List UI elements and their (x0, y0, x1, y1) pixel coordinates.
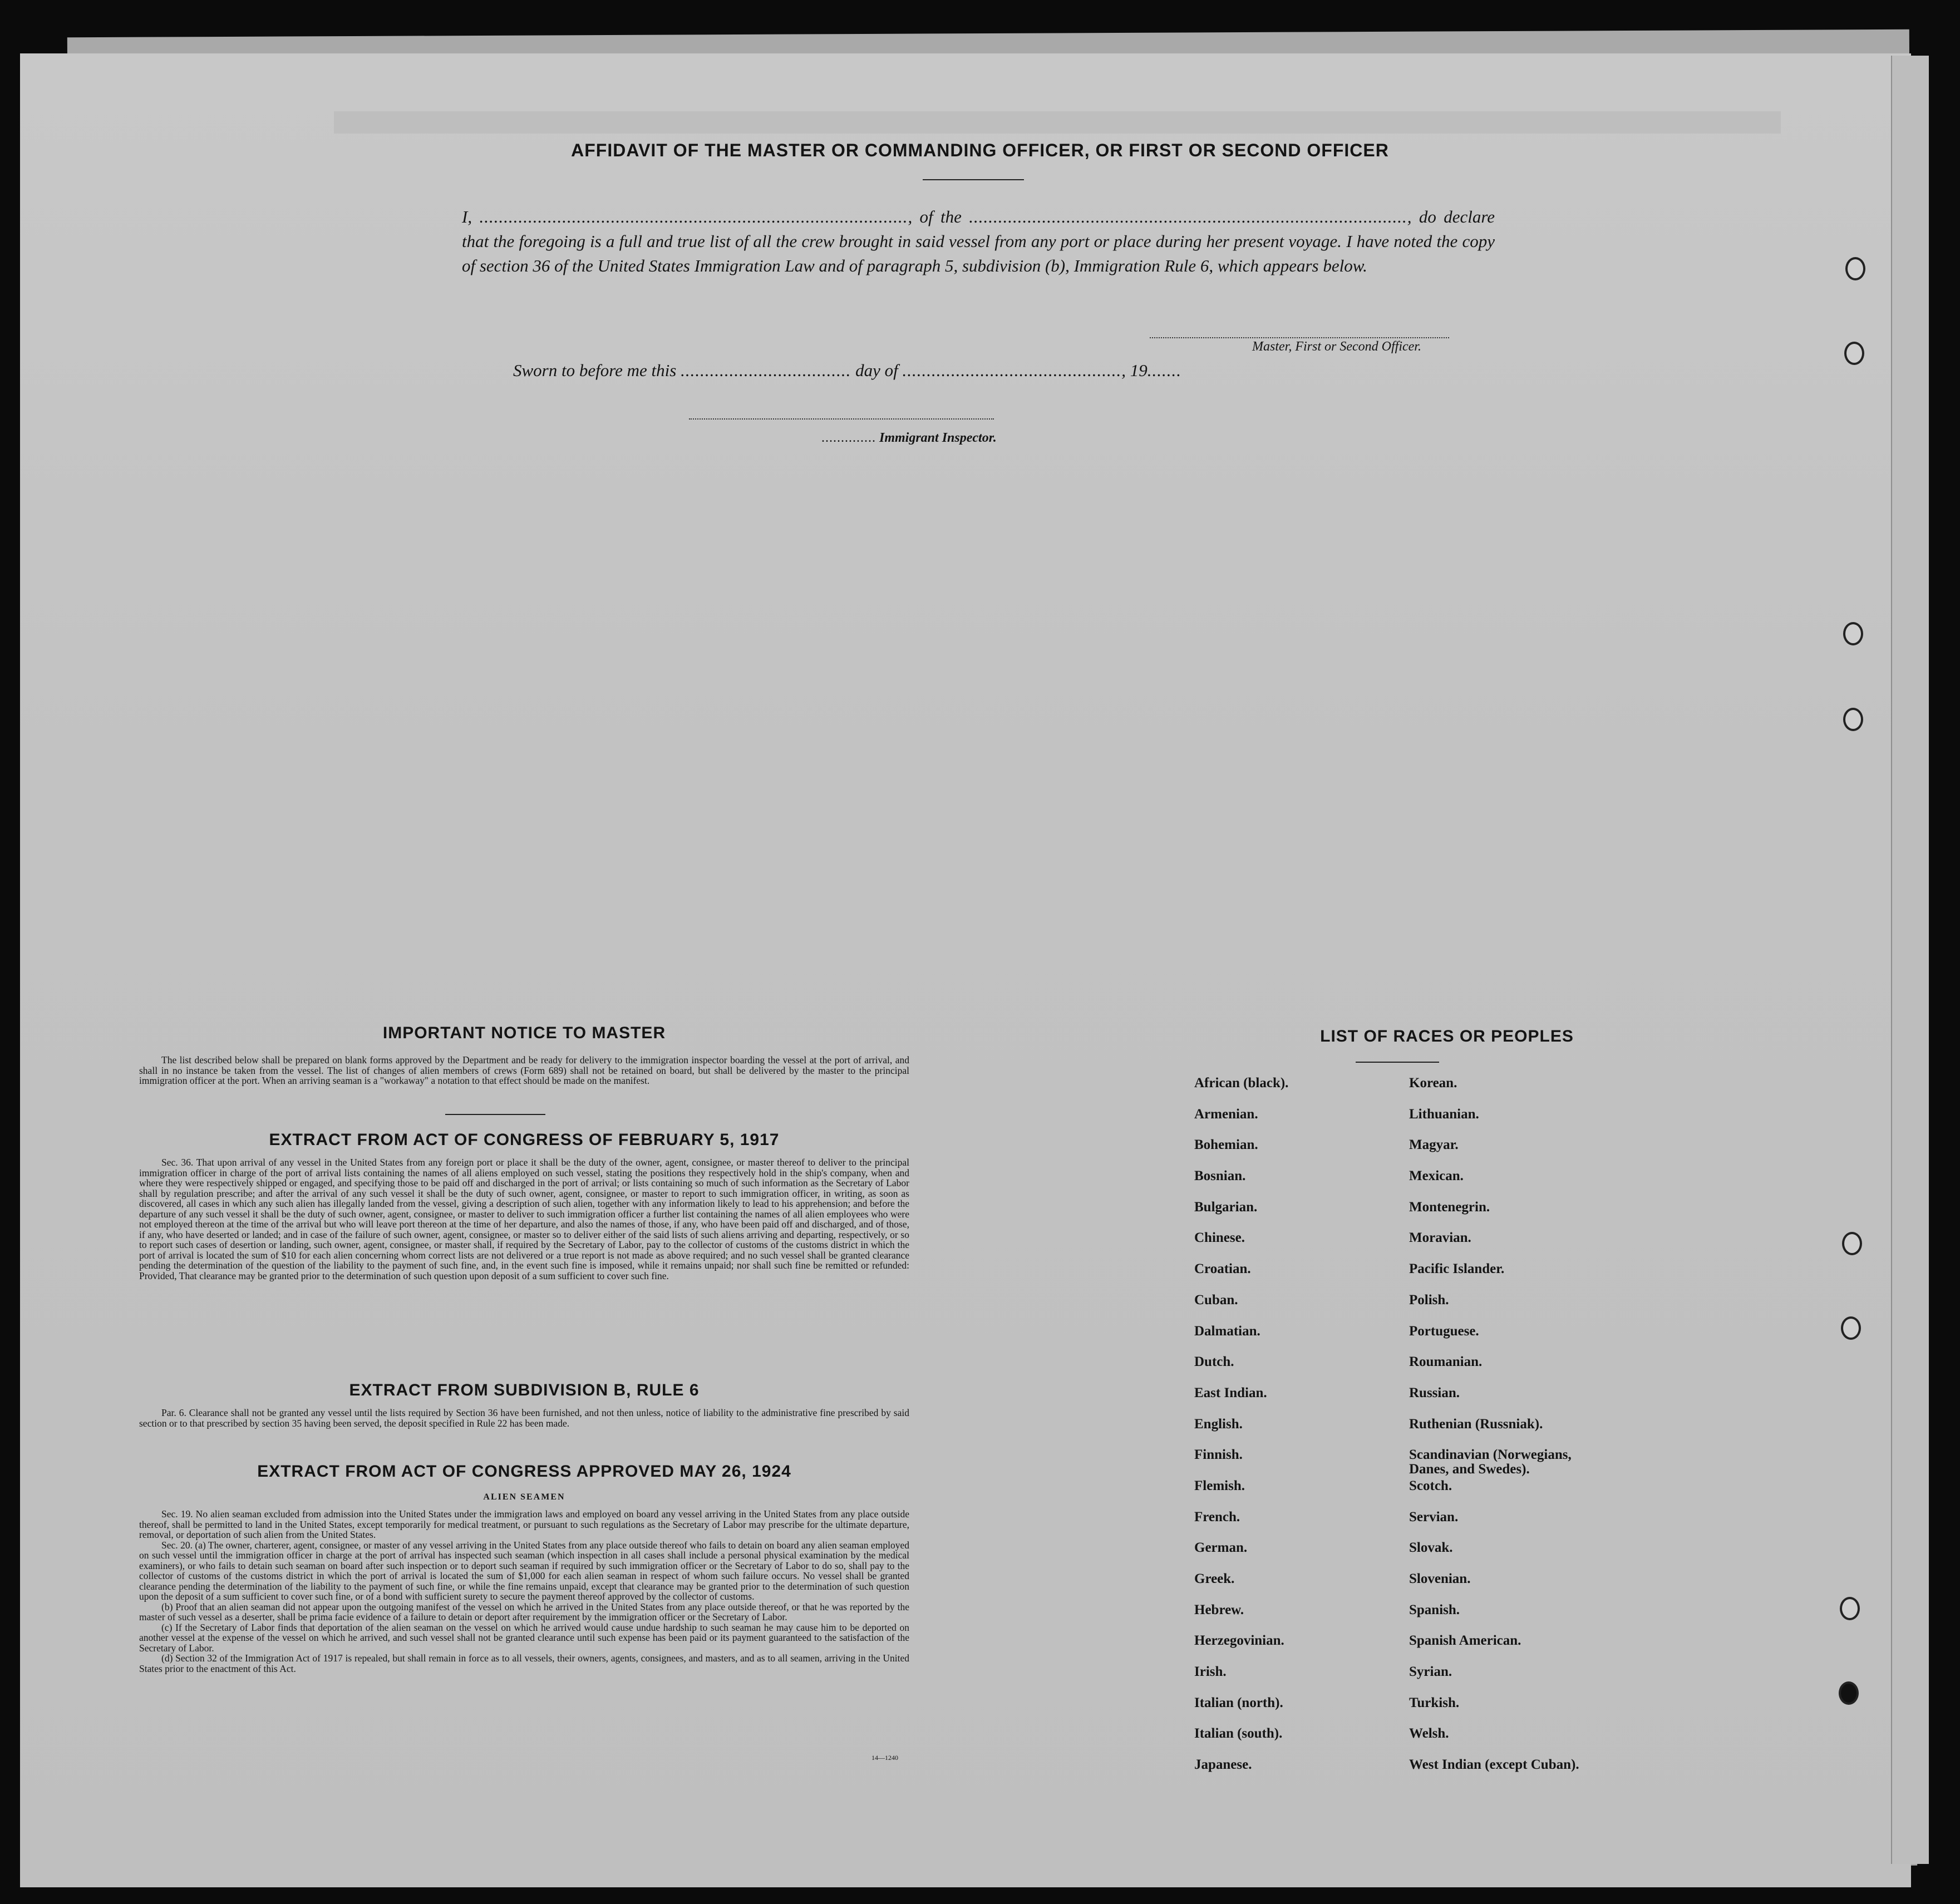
sworn-text: Sworn to before me this (513, 361, 681, 380)
master-signature-line[interactable] (1150, 337, 1449, 338)
race-item: French. (1194, 1509, 1240, 1525)
race-item: Mexican. (1409, 1168, 1464, 1184)
races-rule (1356, 1062, 1439, 1063)
sworn-year-blank[interactable]: ....... (1147, 361, 1181, 380)
form-number: 14—1240 (871, 1754, 898, 1762)
races-column-2 (1409, 1076, 1579, 1789)
race-item: Scandinavian (Norwegians, Danes, and Swedes). (1409, 1447, 1572, 1477)
race-item: Montenegrin. (1409, 1199, 1490, 1215)
affidavit-body-text: that the foregoing is a full and true list of all the crew brought in said vessel from any port or place during her present voyage. I have noted the copy of section 36 of the United States Immigration Law and of paragraph 5, subdivision (b), Immigration Rule 6, which appears below. (462, 231, 1495, 275)
race-item: German. (1194, 1540, 1248, 1556)
race-item: Russian. (1409, 1385, 1460, 1400)
race-item: Herzegovinian. (1194, 1633, 1284, 1649)
race-item: Magyar. (1409, 1137, 1459, 1153)
race-item: Dalmatian. (1194, 1323, 1260, 1339)
sec-20a-paragraph: Sec. 20. (a) The owner, charterer, agent, consignee, or master of any vessel arriving in the United States from any place outside thereof who fails to detain on board any alien seaman employed on such vessel until the immigration officer in charge at the port of arrival has inspected such seaman (which inspection in all cases shall include a personal physical examination by the medical examiners), or who fails to detain such seaman on board after such inspection or to deport such seaman if required by such immigration officer or the Secretary of Labor to do so, shall pay to the collector of customs of the customs district in which the port of arrival is located the sum of $1,000 for each alien seaman in respect of whom such failure occurs. No vessel shall be granted clearance pending the determination of the liability to the payment of such fine, or while the fine remains unpaid, except that clearance may be granted prior to the determination of such question upon the deposit of a sum sufficient to cover such fine, or of a bond with sufficient surety to secure the payment thereof approved by the collector of customs. (139, 1539, 909, 1602)
race-item: Irish. (1194, 1664, 1227, 1680)
vessel-name-blank[interactable]: .......................................................................................... (969, 207, 1407, 226)
races-column-1 (1194, 1076, 1288, 1789)
race-item: Italian (north). (1194, 1695, 1283, 1710)
sec-20d-paragraph: (d) Section 32 of the Immigration Act of 1917 is repealed, but shall remain in force as to all vessels, their owners, agents, consignees, and masters, and as to all seamen, arriving in the United States prior to the enactment of this Act. (139, 1653, 909, 1674)
race-item: Slovenian. (1409, 1571, 1471, 1586)
extract-1917-title: EXTRACT FROM ACT OF CONGRESS OF FEBRUARY 5, 1917 (269, 1131, 780, 1149)
alien-seamen-subtitle: ALIEN SEAMEN (483, 1492, 565, 1502)
sec-20c-paragraph: (c) If the Secretary of Labor finds that deportation of the alien seaman on the vessel on which he arrived would cause undue hardship to such seaman he may cause him to be deported on another vessel at the expense of the vessel on which he arrived, and such vessel shall not be granted clearance until such expense has been paid or its payment guaranteed to the satisfaction of the Secretary of Labor. (139, 1621, 909, 1654)
affidavit-text (462, 205, 1495, 278)
race-item: Servian. (1409, 1509, 1459, 1525)
inspector-label-text: Immigrant Inspector. (879, 431, 997, 445)
race-item: Finnish. (1194, 1447, 1243, 1463)
extract-1924-title: EXTRACT FROM ACT OF CONGRESS APPROVED MAY 26, 1924 (257, 1462, 791, 1481)
race-item: English. (1194, 1416, 1243, 1432)
race-item: Italian (south). (1194, 1726, 1283, 1742)
affidavit-declare: , do declare (1407, 207, 1495, 226)
race-item: Armenian. (1194, 1106, 1258, 1122)
race-item: West Indian (except Cuban). (1409, 1757, 1579, 1773)
race-item: Korean. (1409, 1076, 1457, 1091)
race-item: Pacific Islander. (1409, 1261, 1505, 1277)
affidavit-title: AFFIDAVIT OF THE MASTER OR COMMANDING OFFICER, OR FIRST OR SECOND OFFICER (571, 140, 1389, 160)
binder-hole (1843, 622, 1863, 645)
extract-1917-text (139, 1157, 909, 1281)
race-item: Spanish. (1409, 1602, 1460, 1617)
affidavit-of-the: , of the (908, 207, 969, 226)
race-item: Chinese. (1194, 1230, 1245, 1246)
sworn-statement (513, 361, 1181, 381)
race-item: Lithuanian. (1409, 1106, 1479, 1122)
title-rule (923, 179, 1024, 180)
race-item: Hebrew. (1194, 1602, 1244, 1617)
race-item: Portuguese. (1409, 1323, 1479, 1339)
binder-hole (1839, 1681, 1859, 1705)
bleed-through-shadow (334, 111, 1781, 134)
race-item: Slovak. (1409, 1540, 1453, 1556)
race-item: Roumanian. (1409, 1354, 1483, 1370)
section-rule (445, 1114, 545, 1115)
binder-hole (1840, 1597, 1860, 1620)
inspector-prefix-blank: .............. (821, 431, 876, 445)
year-prefix-text: , 19 (1121, 361, 1148, 380)
notice-title: IMPORTANT NOTICE TO MASTER (382, 1024, 666, 1042)
notice-paragraph: The list described below shall be prepared on blank forms approved by the Department and be ready for delivery to the immigration inspector boarding the vessel at the port of arrival, and shall in no instance be taken from the vessel. The list of changes of alien members of crews (Form 689) shall not be retained on board, but shall be delivered by the master to the principal immigration officer at the port. When an arriving seaman is a "workaway" a notation to that effect should be made on the manifest. (139, 1054, 909, 1086)
race-item: Scotch. (1409, 1478, 1452, 1493)
race-item: Cuban. (1194, 1292, 1238, 1308)
page-edge-strip (1891, 56, 1929, 1864)
race-item: Moravian. (1409, 1230, 1471, 1246)
master-name-blank[interactable]: ........................................................................................ (479, 207, 908, 226)
race-item: Bohemian. (1194, 1137, 1258, 1153)
binder-hole (1842, 1232, 1862, 1255)
race-item: Croatian. (1194, 1261, 1251, 1277)
par-6-paragraph: Par. 6. Clearance shall not be granted any vessel until the lists required by Section 36 have been furnished, and not then unless, notice of liability to the administrative fine prescribed by said section or to that prescribed by section 35 having been served, the deposit specified in Rule 22 has been made. (139, 1407, 909, 1429)
inspector-signature-line[interactable] (689, 418, 994, 420)
race-item: Flemish. (1194, 1478, 1245, 1493)
section-36-paragraph: Sec. 36. That upon arrival of any vessel in the United States from any foreign port or place it shall be the duty of the owner, agent, consignee, or master thereof to deliver to the principal immigration officer in charge of the port of arrival lists containing the names of all aliens employed on such vessel, stating the positions they respectively hold in the ship's company, when and where they were respectively shipped or engaged, and specifying those to be paid off and discharged in the port of arrival; or lists containing so much of such information as the Secretary of Labor shall by regulation prescribe; and after the arrival of any such vessel it shall be the duty of such owner, agent, consignee, or master to report to such immigration officer, in writing, as soon as discovered, all cases in which any such alien has illegally landed from the vessel, giving a description of such alien, together with any information likely to lead to his apprehension; and before the departure of any such vessel it shall be the duty of such owner, agent, consignee, or master to deliver to such immigration officer a further list containing the names of all alien employees who were not employed thereon at the time of the arrival but who will leave port thereon at the time of her departure, and also the names of those, if any, who have been paid off and discharged, and of those, if any, who have deserted or landed; and in case of the failure of such owner, agent, consignee, or master so to deliver either of the said lists of such aliens arriving and departing, respectively, or so to report such cases of desertion or landing, such owner, agent, consignee, or master shall, if required by the Secretary of Labor, pay to the collector of customs of the customs district in which the port of arrival is located the sum of $10 for each alien concerning whom correct lists are not delivered or a true report is not made as above required; and no such vessel shall be granted clearance pending the determination of the question of the liability to the payment of such fine, and, in the event such fine is imposed, while it remains unpaid; nor shall such fine be remitted or refunded: Provided, That clearance may be granted prior to the determination of such question upon deposit of a sum sufficient to cover such fine. (139, 1157, 909, 1281)
race-item: Japanese. (1194, 1757, 1252, 1773)
extract-1924-text (139, 1509, 909, 1674)
race-item: Welsh. (1409, 1726, 1449, 1742)
race-item: Polish. (1409, 1292, 1449, 1308)
race-item: Bosnian. (1194, 1168, 1246, 1184)
day-of-text: day of (851, 361, 903, 380)
sec-19-paragraph: Sec. 19. No alien seaman excluded from admission into the United States under the immigration laws and employed on board any vessel arriving in the United States from any place outside thereof, shall be permitted to land in the United States, except temporarily for medical treatment, or pursuant to such regulations as the Secretary of Labor may prescribe for the ultimate departure, removal, or deportation of such alien from the United States. (139, 1508, 909, 1540)
race-item: Dutch. (1194, 1354, 1234, 1370)
affidavit-i: I, (462, 207, 480, 226)
binder-hole (1841, 1316, 1861, 1340)
sworn-day-blank[interactable]: ................................... (681, 361, 851, 380)
sworn-month-blank[interactable]: ............................................. (902, 361, 1122, 380)
extract-rule6-title: EXTRACT FROM SUBDIVISION B, RULE 6 (349, 1381, 700, 1399)
extract-rule6-text (139, 1408, 909, 1428)
race-item: Turkish. (1409, 1695, 1460, 1710)
races-title: LIST OF RACES OR PEOPLES (1320, 1027, 1574, 1045)
race-item: East Indian. (1194, 1385, 1267, 1400)
master-signature-label: Master, First or Second Officer. (1252, 339, 1421, 354)
binder-hole (1844, 342, 1864, 365)
notice-text (139, 1055, 909, 1086)
race-item: Spanish American. (1409, 1633, 1521, 1649)
race-item: Syrian. (1409, 1664, 1452, 1680)
sec-20b-paragraph: (b) Proof that an alien seaman did not appear upon the outgoing manifest of the vessel on which he arrived in the United States from any place outside thereof, or that he was reported by the master of such vessel as a deserter, shall be prima facie evidence of a failure to detain or deport after requirement by the immigration officer or the Secretary of Labor. (139, 1601, 909, 1622)
race-item: Bulgarian. (1194, 1199, 1258, 1215)
binder-hole (1843, 708, 1863, 731)
race-item: Ruthenian (Russniak). (1409, 1416, 1543, 1432)
race-item: African (black). (1194, 1076, 1289, 1091)
race-item: Greek. (1194, 1571, 1235, 1586)
inspector-label (821, 431, 997, 446)
binder-hole (1845, 257, 1865, 280)
